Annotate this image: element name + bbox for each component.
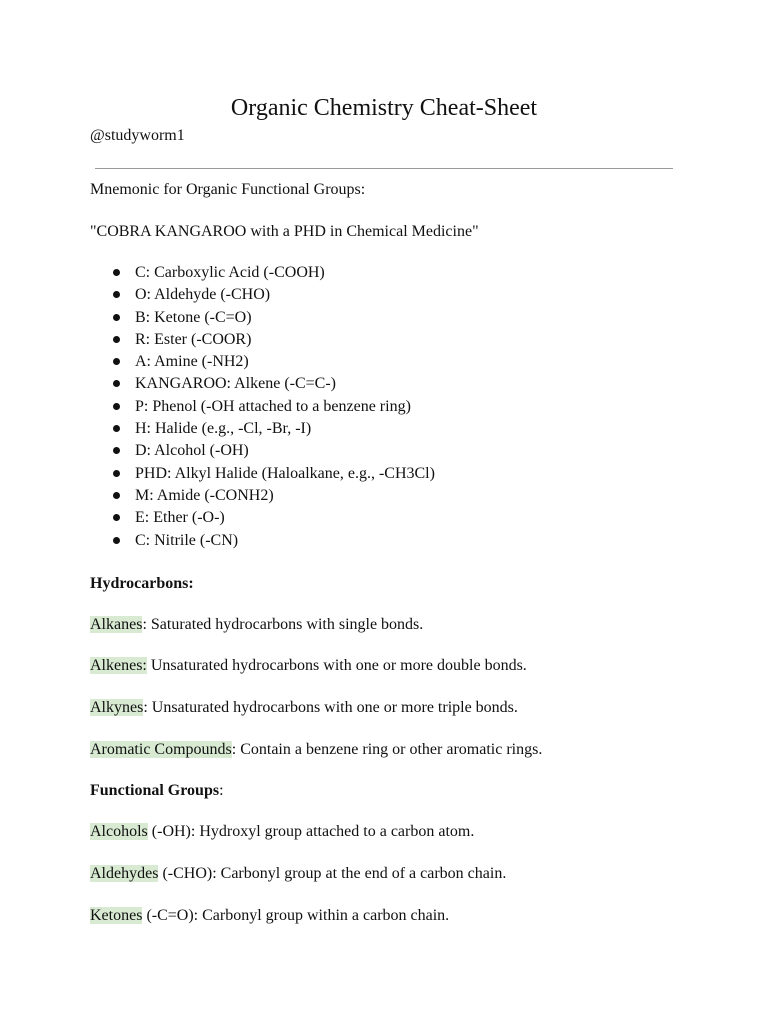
entry-description: : Saturated hydrocarbons with single bonds. xyxy=(142,616,424,633)
list-item xyxy=(90,263,435,285)
list-item-text: R: Ester (-COOR) xyxy=(135,330,252,348)
list-item xyxy=(90,308,435,330)
highlighted-term: Aldehydes xyxy=(90,865,159,882)
bullet-icon xyxy=(113,336,120,343)
list-item xyxy=(90,352,435,374)
list-item xyxy=(90,285,435,307)
horizontal-divider xyxy=(95,168,673,169)
list-item xyxy=(90,486,435,508)
entry-description: (-CHO): Carbonyl group at the end of a carbon chain. xyxy=(158,865,507,882)
bullet-icon xyxy=(113,470,120,477)
list-item xyxy=(90,508,435,530)
list-item xyxy=(90,531,435,553)
list-item-text: C: Carboxylic Acid (-COOH) xyxy=(135,264,325,281)
list-item xyxy=(90,374,435,396)
entry-description: : Contain a benzene ring or other aromatic rings. xyxy=(231,741,543,758)
entry-description: : Unsaturated hydrocarbons with one or more triple bonds. xyxy=(143,699,518,716)
entry-description: (-C=O): Carbonyl group within a carbon chain. xyxy=(142,907,450,924)
functional-groups-heading xyxy=(90,781,224,801)
bullet-icon xyxy=(113,537,120,544)
list-item-text: E: Ether (-O-) xyxy=(135,509,225,527)
list-item-text: M: Amide (-CONH2) xyxy=(135,486,274,504)
bullet-icon xyxy=(113,447,120,454)
highlighted-term: Ketones xyxy=(90,907,143,924)
list-item-text: PHD: Alkyl Halide (Haloalkane, e.g., -CH3Cl) xyxy=(135,464,435,482)
list-item-text: P: Phenol (-OH attached to a benzene ring) xyxy=(135,397,411,415)
bullet-icon xyxy=(113,269,120,276)
bullet-icon xyxy=(113,425,120,432)
bullet-icon xyxy=(113,403,120,410)
bullet-icon xyxy=(113,358,120,365)
functional-groups-heading-colon: : xyxy=(219,782,224,799)
mnemonic-list xyxy=(90,263,435,553)
hydrocarbon-entry-alkanes xyxy=(90,615,423,635)
mnemonic-heading: Mnemonic for Organic Functional Groups: xyxy=(90,181,366,198)
bullet-icon xyxy=(113,314,120,321)
list-item-text: B: Ketone (-C=O) xyxy=(135,308,252,326)
list-item xyxy=(90,397,435,419)
hydrocarbon-entry-aromatic xyxy=(90,740,542,760)
hydrocarbon-entry-alkenes xyxy=(90,656,527,676)
bullet-icon xyxy=(113,291,120,298)
list-item-text: O: Aldehyde (-CHO) xyxy=(135,286,271,304)
hydrocarbons-heading: Hydrocarbons: xyxy=(90,575,194,592)
entry-description: (-OH): Hydroxyl group attached to a carbon atom. xyxy=(147,823,475,840)
list-item xyxy=(90,441,435,463)
bullet-icon xyxy=(113,380,120,387)
bullet-icon xyxy=(113,492,120,499)
list-item xyxy=(90,464,435,486)
author-handle: @studyworm1 xyxy=(90,127,185,144)
list-item-text: D: Alcohol (-OH) xyxy=(135,442,249,460)
hydrocarbon-entry-alkynes xyxy=(90,698,518,718)
entry-description: Unsaturated hydrocarbons with one or more double bonds. xyxy=(146,657,527,674)
highlighted-term: Alkynes xyxy=(90,699,144,716)
list-item-text: A: Amine (-NH2) xyxy=(135,353,249,371)
list-item-text: KANGAROO: Alkene (-C=C-) xyxy=(135,375,336,393)
functional-group-entry-alcohols xyxy=(90,822,474,842)
list-item-text: H: Halide (e.g., -Cl, -Br, -I) xyxy=(135,420,312,438)
bullet-icon xyxy=(113,514,120,521)
list-item xyxy=(90,330,435,352)
mnemonic-phrase: "COBRA KANGAROO with a PHD in Chemical Medicine" xyxy=(90,223,479,240)
highlighted-term: Alkenes: xyxy=(90,657,147,674)
highlighted-term: Alkanes xyxy=(90,616,143,633)
highlighted-term: Aromatic Compounds xyxy=(90,741,232,758)
highlighted-term: Alcohols xyxy=(90,823,148,840)
page-title: Organic Chemistry Cheat-Sheet xyxy=(230,95,538,121)
functional-group-entry-aldehydes xyxy=(90,864,506,884)
list-item-text: C: Nitrile (-CN) xyxy=(135,531,239,549)
list-item xyxy=(90,419,435,441)
functional-groups-heading-text: Functional Groups xyxy=(90,782,220,799)
functional-group-entry-ketones xyxy=(90,906,449,926)
